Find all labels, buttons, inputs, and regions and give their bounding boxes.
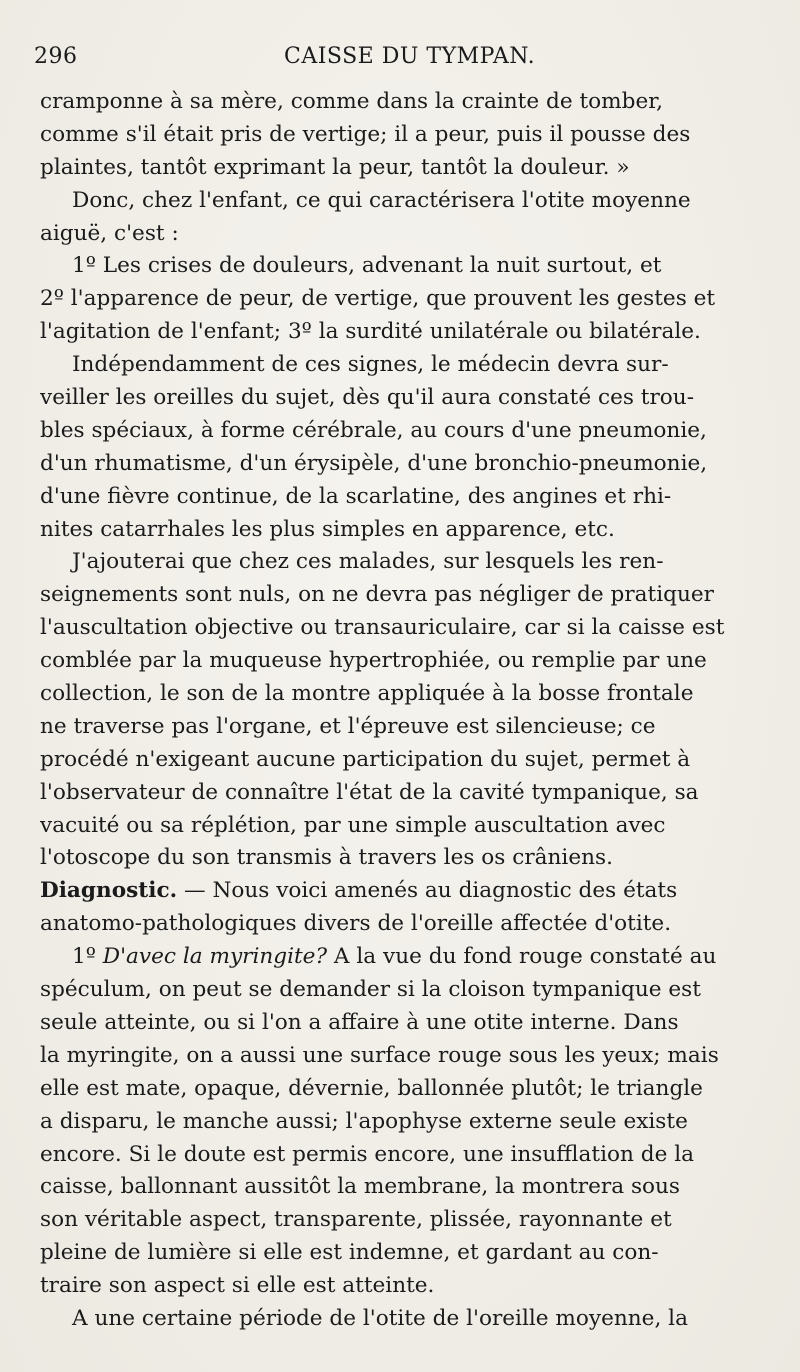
text-line: caisse, ballonnant aussitôt la membrane, la montrera sous [40,1174,681,1200]
diagnostic-heading-line [40,875,768,908]
item-number: 1º [72,944,103,970]
text-line: A une certaine période de l'otite de l'oreille moyenne, la [72,1305,688,1331]
text-line: Donc, chez l'enfant, ce qui caractérisera l'otite moyenne [72,187,691,213]
text-line: seule atteinte, ou si l'on a affaire à une otite interne. Dans [40,1009,679,1035]
item-title: D'avec la myringite? [102,944,328,970]
text-line: la myringite, on a aussi une surface rouge sous les yeux; mais [40,1042,719,1068]
myringite-item-line [40,941,768,974]
text-line: Indépendamment de ces signes, le médecin devra sur- [72,352,669,378]
text-line: nites catarrhales les plus simples en apparence, etc. [40,516,615,542]
text-line: 1º Les crises de douleurs, advenant la nuit surtout, et [72,253,662,279]
text-line: plaintes, tantôt exprimant la peur, tantôt la douleur. » [40,154,630,180]
text-line: d'un rhumatisme, d'un érysipèle, d'une bronchio-pneumonie, [40,450,708,476]
text-line: a disparu, le manche aussi; l'apophyse externe seule existe [40,1108,688,1134]
text-line: 2º l'apparence de peur, de vertige, que prouvent les gestes et [40,286,716,312]
text-line: collection, le son de la montre appliquée à la bosse frontale [40,681,694,707]
text-line: son véritable aspect, transparente, plissée, rayonnante et [40,1207,672,1233]
text-line: spéculum, on peut se demander si la cloison tympanique est [40,977,701,1003]
text-line: anatomo-pathologiques divers de l'oreille affectée d'otite. [40,911,672,937]
body-text [40,86,768,1336]
text-line: elle est mate, opaque, dévernie, ballonnée plutôt; le triangle [40,1075,703,1101]
text-line: d'une fièvre continue, de la scarlatine, des angines et rhi- [40,483,672,509]
text-line: traire son aspect si elle est atteinte. [40,1273,435,1299]
page-number: 296 [34,44,78,69]
text-line: encore. Si le doute est permis encore, une insufflation de la [40,1141,695,1167]
text-line: comblée par la muqueuse hypertrophiée, ou remplie par une [40,648,707,674]
text-line: cramponne à sa mère, comme dans la crainte de tomber, [40,89,664,114]
text-line: vacuité ou sa réplétion, par une simple auscultation avec [40,812,666,838]
text-line: l'observateur de connaître l'état de la cavité tympanique, sa [40,779,699,805]
page-header [34,44,774,74]
text-line: J'ajouterai que chez ces malades, sur lesquels les ren- [72,549,664,575]
item-text: A la vue du fond rouge constaté au [327,944,717,970]
diagnostic-heading: Diagnostic. [40,878,178,904]
text-line: seignements sont nuls, on ne devra pas négliger de pratiquer [40,582,714,608]
diagnostic-intro: — Nous voici amenés au diagnostic des états [177,878,678,904]
text-line: ne traverse pas l'organe, et l'épreuve est silencieuse; ce [40,713,656,739]
text-line: veiller les oreilles du sujet, dès qu'il aura constaté ces trou- [40,385,695,411]
text-line: aiguë, c'est : [40,220,179,246]
text-line: procédé n'exigeant aucune participation du sujet, permet à [40,746,691,772]
text-line: l'otoscope du son transmis à travers les os crâniens. [40,845,613,871]
text-line: bles spéciaux, à forme cérébrale, au cours d'une pneumonie, [40,417,707,443]
running-head: CAISSE DU TYMPAN. [284,44,536,69]
text-line: pleine de lumière si elle est indemne, et gardant au con- [40,1240,659,1266]
text-line: l'agitation de l'enfant; 3º la surdité unilatérale ou bilatérale. [40,319,701,345]
text-line: comme s'il était pris de vertige; il a peur, puis il pousse des [40,121,691,147]
text-line: l'auscultation objective ou transauriculaire, car si la caisse est [40,615,725,641]
